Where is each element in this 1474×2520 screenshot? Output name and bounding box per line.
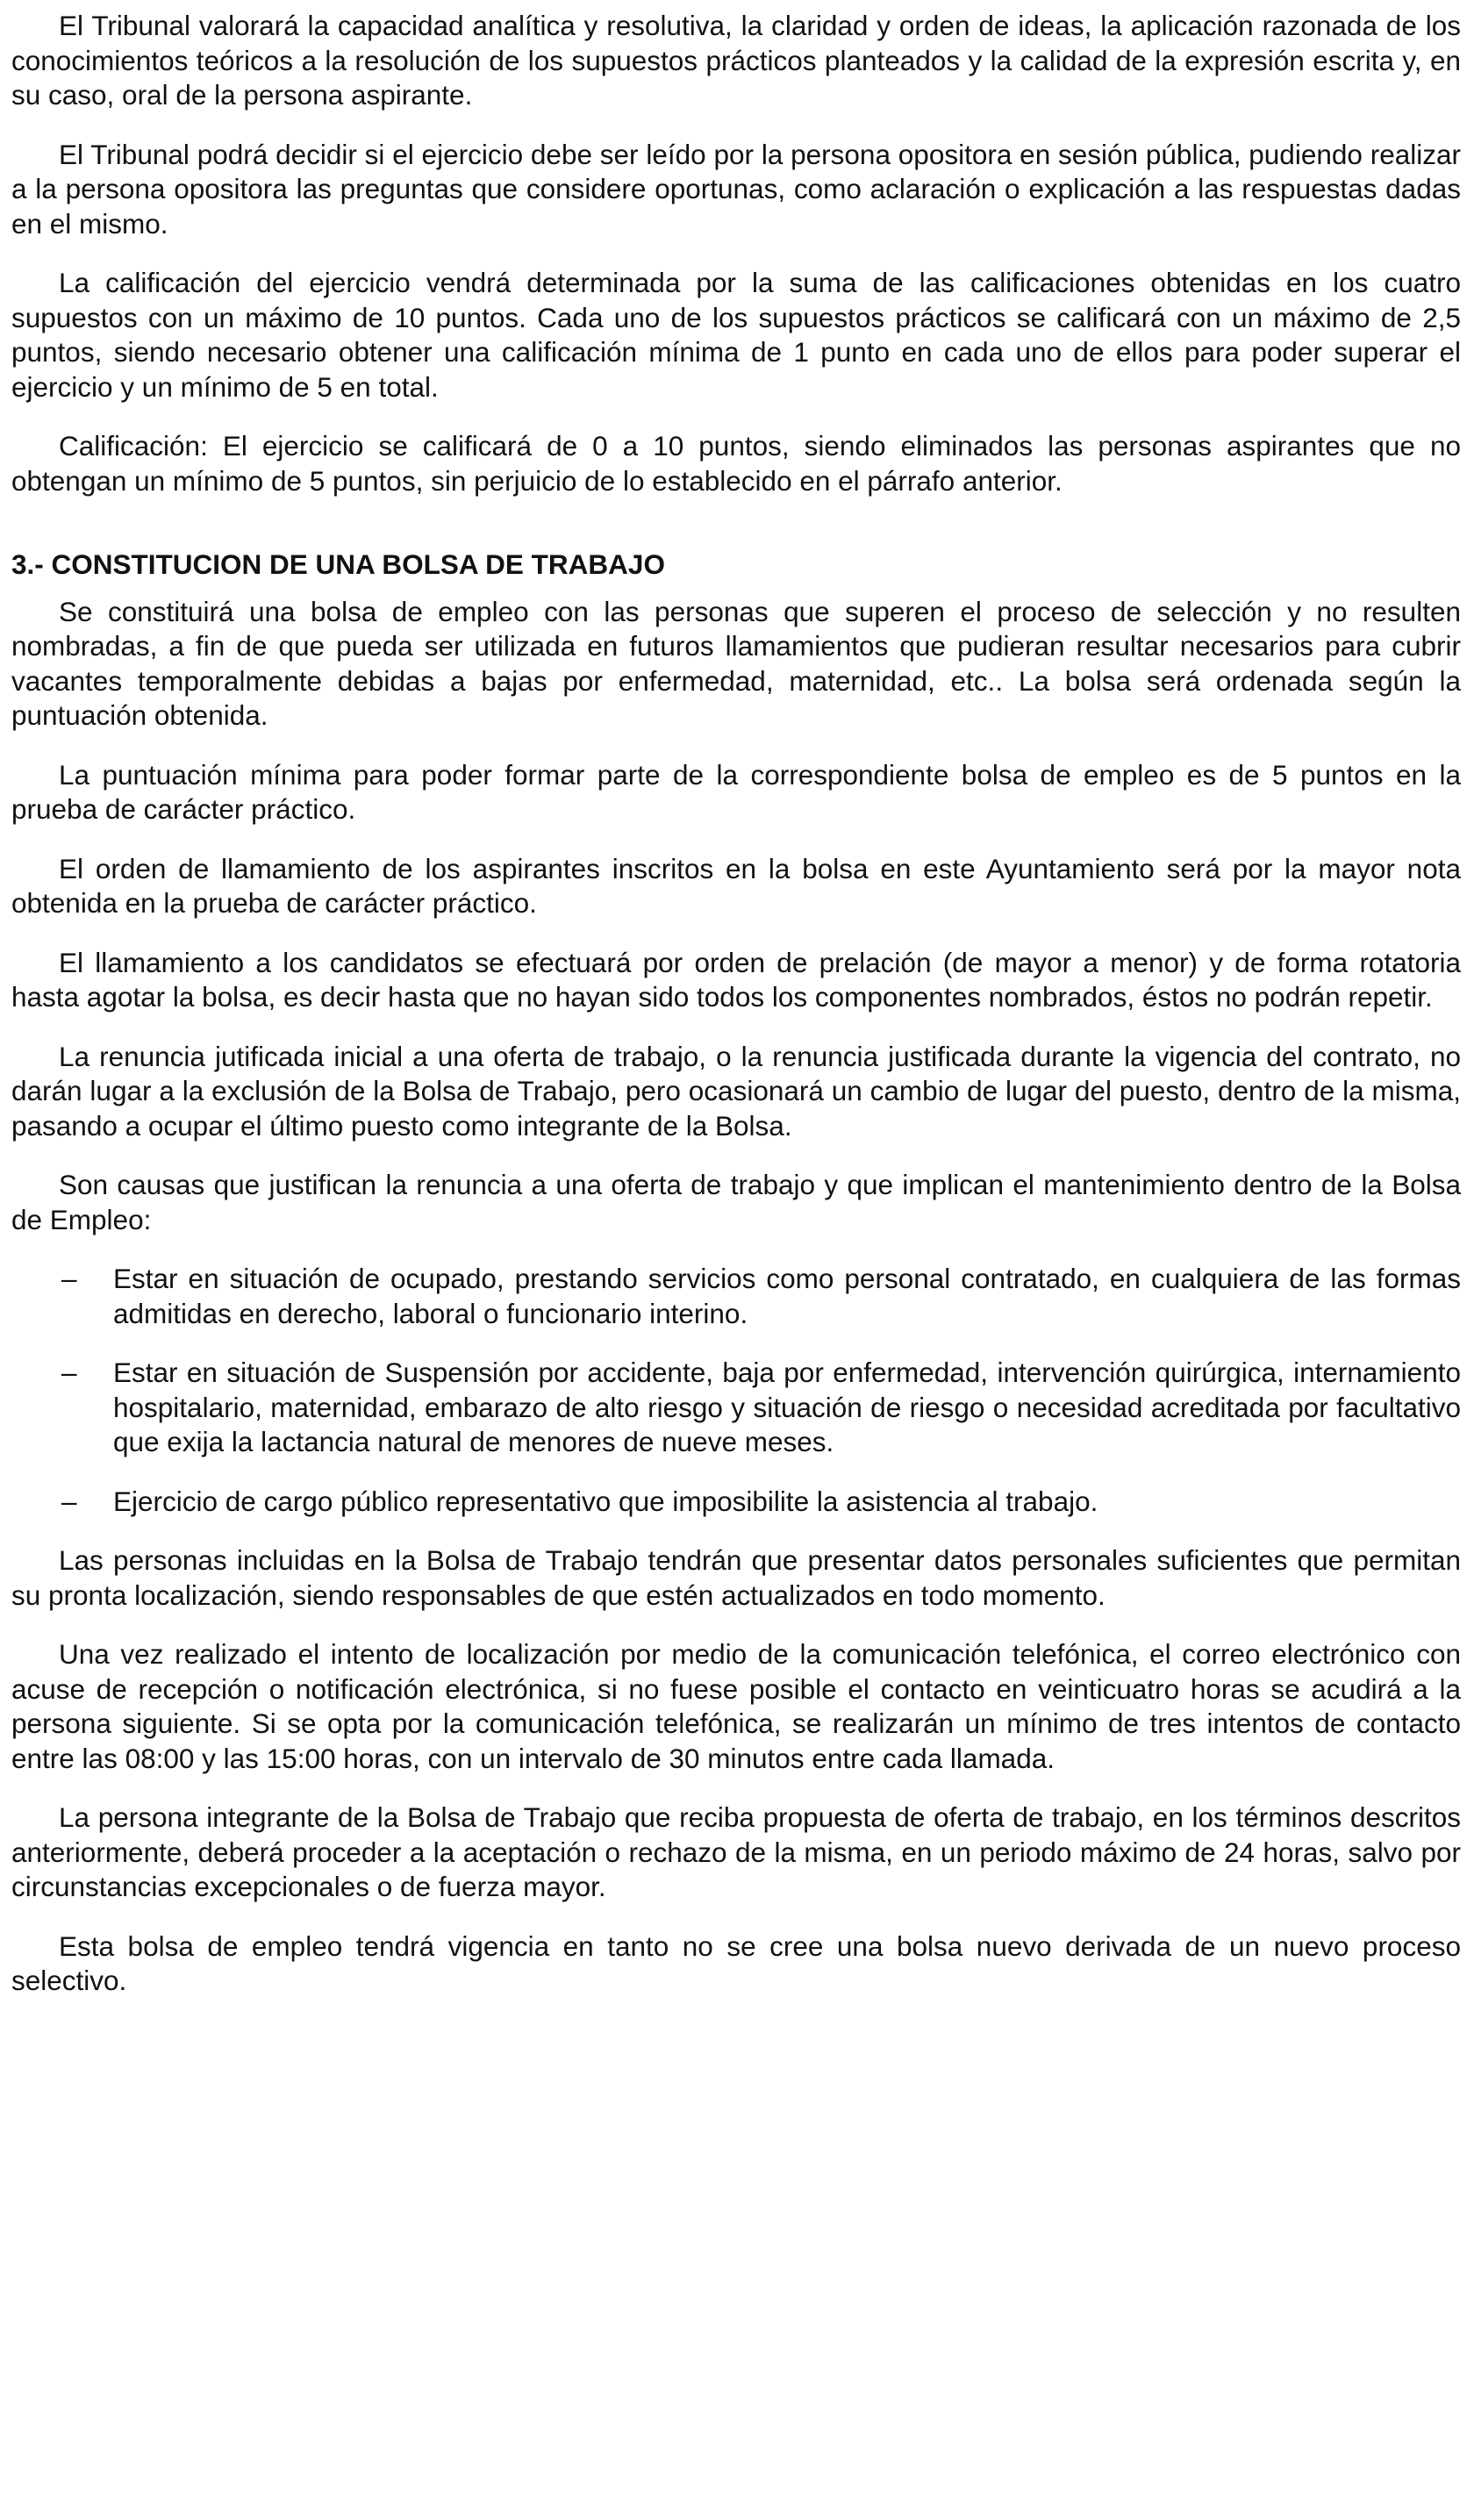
dash-bullet: –	[61, 1485, 77, 1517]
paragraph-localizacion: Una vez realizado el intento de localización por medio de la comunicación telefónica, el correo electrónico con acuse de recepción o notificación electrónica, si no fuese posible el contacto en veinticuatro horas se acudirá a la persona siguiente. Si se opta por la comunicación telefónica, se realizarán un mínimo de tres intentos de contacto entre las 08:00 y las 15:00 horas, con un intervalo de 30 minutos entre cada llamada.	[11, 1638, 1461, 1774]
list-item-text: Estar en situación de Suspensión por accidente, baja por enfermedad, intervención quirúrgica, internamiento hospitalario, maternidad, embarazo de alto riesgo y situación de riesgo o necesidad acreditada por facultativo que exija la lactancia natural de menores de nueve meses.	[113, 1357, 1461, 1457]
list-item-text: Estar en situación de ocupado, prestando servicios como personal contratado, en cualquiera de las formas admitidas en derecho, laboral o funcionario interino.	[113, 1263, 1461, 1329]
paragraph-puntuacion-minima: La puntuación mínima para poder formar parte de la correspondiente bolsa de empleo es de 5 puntos en la prueba de carácter práctico.	[11, 758, 1461, 825]
list-item-text: Ejercicio de cargo público representativo que imposibilite la asistencia al trabajo.	[113, 1485, 1098, 1517]
dash-bullet: –	[61, 1357, 77, 1388]
paragraph-llamamiento-candidatos: El llamamiento a los candidatos se efectuará por orden de prelación (de mayor a menor) y de forma rotatoria hasta agotar la bolsa, es decir hasta que no hayan sido todos los componentes nombrados, éstos no podrán repetir.	[11, 946, 1461, 1013]
list-item	[11, 1485, 1461, 1520]
list-item	[11, 1356, 1461, 1460]
paragraph-datos-personales: Las personas incluidas en la Bolsa de Trabajo tendrán que presentar datos personales suficientes que permitan su pronta localización, siendo responsables de que estén actualizados en todo momento.	[11, 1544, 1461, 1611]
paragraph-orden-llamamiento: El orden de llamamiento de los aspirantes inscritos en la bolsa en este Ayuntamiento será por la mayor nota obtenida en la prueba de carácter práctico.	[11, 852, 1461, 919]
paragraph-vigencia-bolsa: Esta bolsa de empleo tendrá vigencia en tanto no se cree una bolsa nuevo derivada de un nuevo proceso selectivo.	[11, 1929, 1461, 1996]
paragraph-calificacion-final: Calificación: El ejercicio se calificará de 0 a 10 puntos, siendo eliminados las personas aspirantes que no obtengan un mínimo de 5 puntos, sin perjuicio de lo establecido en el párrafo anterior.	[11, 430, 1461, 497]
causes-list	[11, 1262, 1461, 1519]
list-item	[11, 1262, 1461, 1331]
paragraph-tribunal-valoracion: El Tribunal valorará la capacidad analítica y resolutiva, la claridad y orden de ideas, la aplicación razonada de los conocimientos teóricos a la resolución de los supuestos prácticos planteados y la calidad de la expresión escrita y, en su caso, oral de la persona aspirante.	[11, 10, 1461, 111]
paragraph-tribunal-lectura: El Tribunal podrá decidir si el ejercicio debe ser leído por la persona opositora en sesión pública, pudiendo realizar a la persona opositora las preguntas que considere oportunas, como aclaración o explicación a las respuestas dadas en el mismo.	[11, 138, 1461, 240]
section-heading: 3.- CONSTITUCION DE UNA BOLSA DE TRABAJO	[11, 548, 665, 580]
document-page	[11, 9, 1461, 2023]
paragraph-causas-renuncia: Son causas que justifican la renuncia a una oferta de trabajo y que implican el mantenimiento dentro de la Bolsa de Empleo:	[11, 1169, 1461, 1235]
paragraph-renuncia-justificada: La renuncia jutificada inicial a una oferta de trabajo, o la renuncia justificada durante la vigencia del contrato, no darán lugar a la exclusión de la Bolsa de Trabajo, pero ocasionará un cambio de lugar del puesto, dentro de la misma, pasando a ocupar el último puesto como integrante de la Bolsa.	[11, 1040, 1461, 1142]
paragraph-constitucion-bolsa: Se constituirá una bolsa de empleo con las personas que superen el proceso de selección y no resulten nombradas, a fin de que pueda ser utilizada en futuros llamamientos que pudieran resultar necesarios para cubrir vacantes temporalmente debidas a bajas por enfermedad, maternidad, etc.. La bolsa será ordenada según la puntuación obtenida.	[11, 595, 1461, 731]
paragraph-calificacion-suma: La calificación del ejercicio vendrá determinada por la suma de las calificaciones obtenidas en los cuatro supuestos con un máximo de 10 puntos. Cada uno de los supuestos prácticos se calificará con un máximo de 2,5 puntos, siendo necesario obtener una calificación mínima de 1 punto en cada uno de ellos para poder superar el ejercicio y un mínimo de 5 en total.	[11, 267, 1461, 403]
dash-bullet: –	[61, 1263, 77, 1294]
paragraph-aceptacion-oferta: La persona integrante de la Bolsa de Trabajo que reciba propuesta de oferta de trabajo, en los términos descritos anteriormente, deberá proceder a la aceptación o rechazo de la misma, en un periodo máximo de 24 horas, salvo por circunstancias excepcionales o de fuerza mayor.	[11, 1801, 1461, 1902]
